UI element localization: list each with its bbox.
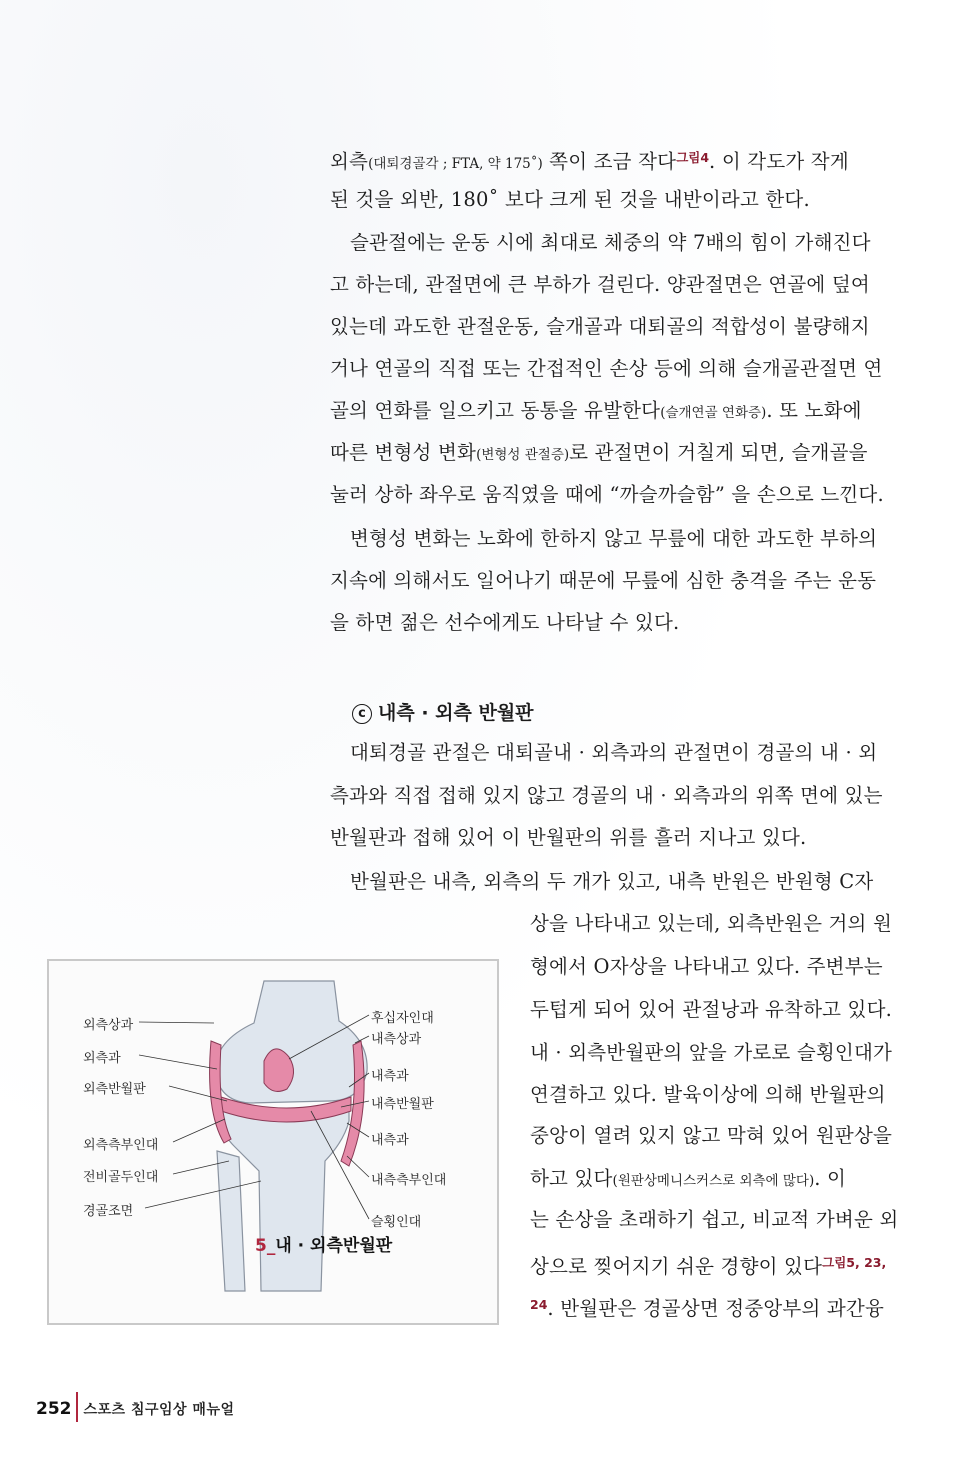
text-line: 상으로 찢어지기 쉬운 경향이 있다$^{그림5, 23,}$ [530,1255,887,1278]
figure-caption: 5_내 · 외측반월판 [255,1236,393,1256]
text-line: 있는데 과도한 관절운동, 슬개골과 대퇴골의 적합성이 불량해지 [330,315,870,338]
section-heading: c 내측 · 외측 반월판 [352,698,534,725]
page-footer [36,1392,235,1422]
figure-label: 내측과 [371,1133,409,1148]
text-line: 지속에 의해서도 일어나기 때문에 무릎에 심한 충격을 주는 운동 [330,569,877,592]
femur-shape [215,981,367,1103]
footer-divider [76,1392,78,1422]
figure-reference: 그림5, 23, [822,1255,887,1270]
text-line: 상을 나타내고 있는데, 외측반원은 거의 원 [530,912,893,935]
figure-reference: 24 [530,1297,548,1312]
text-line: 고 하는데, 관절면에 큰 부하가 걸린다. 양관절면은 연골에 덮여 [330,273,870,296]
text-line: 내 · 외측반월판의 앞을 가로로 슬횡인대가 [530,1041,893,1064]
figure-label: 외측상과 [83,1018,134,1033]
figure-label: 외측과 [83,1051,121,1066]
text-line: 된 것을 외반, 180˚ 보다 크게 된 것을 내반이라고 한다. [330,188,810,211]
figure-label: 외측반월판 [83,1082,146,1097]
text-line: 두텁게 되어 있어 관절낭과 유착하고 있다. [530,998,893,1021]
text-line: 대퇴경골 관절은 대퇴골내 · 외측과의 관절면이 경골의 내 · 외 [350,741,878,764]
text-line: 슬관절에는 운동 시에 최대로 체중의 약 7배의 힘이 가해진다 [350,231,871,254]
figure-label: 내측측부인대 [371,1173,447,1188]
figure-label: 내측상과 [371,1032,422,1047]
book-title: 스포츠 침구임상 매뉴얼 [83,1402,235,1418]
text-line: 변형성 변화는 노화에 한하지 않고 무릎에 대한 과도한 부하의 [350,527,878,550]
text-line: 측과와 직접 접해 있지 않고 경골의 내 · 외측과의 위쪽 면에 있는 [330,784,883,807]
text-line: 거나 연골의 직접 또는 간접적인 손상 등에 의해 슬개골관절면 연 [330,357,883,380]
figure-label: 슬횡인대 [371,1215,422,1230]
text-line: 형에서 O자상을 나타내고 있다. 주변부는 [530,955,883,978]
text-line: 반월판과 접해 있어 이 반월판의 위를 흘러 지나고 있다. [330,826,807,849]
fibula-shape [217,1151,245,1291]
figure-label: 내측반월판 [371,1097,434,1112]
knee-meniscus-figure [47,959,499,1325]
text-line: 따른 변형성 변화(변형성 관절증)로 관절면이 거칠게 되면, 슬개골을 [330,441,868,464]
text-line: 외측(대퇴경골각 ; FTA, 약 175˚) 쪽이 조금 작다$^{그림4}$. 이 각도가 작게 [330,150,849,173]
text-line: 눌러 상하 좌우로 움직였을 때에 “까슬까슬함” 을 손으로 느낀다. [330,483,884,506]
figure-label: 전비골두인대 [83,1170,159,1185]
figure-reference: 그림4 [676,150,710,165]
text-line: 반월판은 내측, 외측의 두 개가 있고, 내측 반원은 반원형 C자 [350,870,874,893]
figure-label: 외측측부인대 [83,1138,159,1153]
text-line: 하고 있다(원판상메니스커스로 외측에 많다). 이 [530,1167,847,1190]
text-line: 을 하면 젊은 선수에게도 나타날 수 있다. [330,611,680,634]
figure-label: 후십자인대 [371,1011,434,1026]
text-line: 연결하고 있다. 발육이상에 의해 반월판의 [530,1083,886,1106]
figure-label: 내측과 [371,1069,409,1084]
text-line: 는 손상을 초래하기 쉽고, 비교적 가벼운 외 [530,1208,899,1231]
figure-label: 경골조면 [83,1204,134,1219]
page-number: 252 [36,1399,72,1419]
text-line: 골의 연화를 일으키고 동통을 유발한다(슬개연골 연화증). 또 노화에 [330,399,862,422]
text-line: $^{24}$. 반월판은 경골상면 정중앙부의 과간융 [530,1297,884,1320]
circled-letter-icon: c [352,704,372,724]
text-line: 중앙이 열려 있지 않고 막혀 있어 원판상을 [530,1124,893,1147]
